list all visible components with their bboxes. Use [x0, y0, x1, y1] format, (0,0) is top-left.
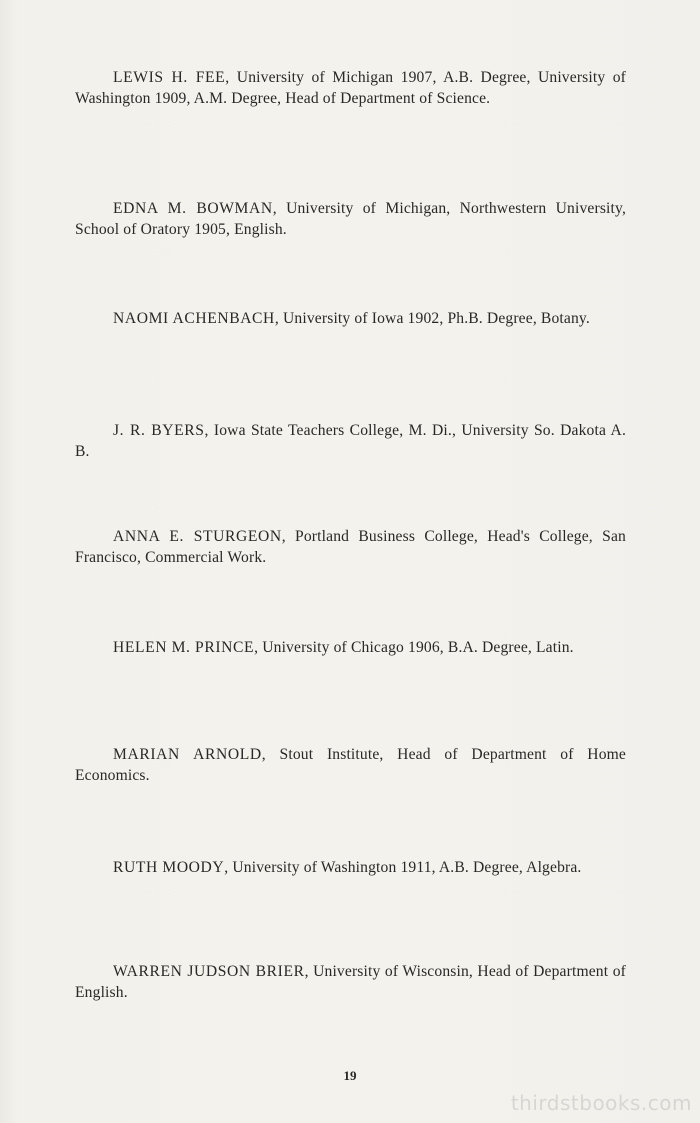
faculty-details: , University of Wisconsin, Head of Department of English.	[75, 963, 626, 1001]
faculty-details: , Portland Business College, Head's College, San Francisco, Commercial Work.	[75, 528, 626, 566]
faculty-details: , University of Washington 1911, A.B. Degree, Algebra.	[224, 859, 582, 876]
faculty-details: , Iowa State Teachers College, M. Di., University So. Dakota A. B.	[75, 422, 626, 460]
faculty-details: , University of Chicago 1906, B.A. Degree, Latin.	[254, 639, 574, 656]
faculty-name: J. R. BYERS	[113, 422, 205, 439]
faculty-entry-arnold	[75, 744, 626, 786]
faculty-name: HELEN M. PRINCE	[113, 639, 255, 656]
faculty-name: MARIAN ARNOLD	[113, 746, 262, 763]
faculty-entry-sturgeon	[75, 526, 626, 568]
faculty-entry-bowman	[75, 198, 626, 240]
faculty-entry-fee	[75, 67, 626, 109]
faculty-name: ANNA E. STURGEON	[113, 528, 282, 545]
faculty-details: , Stout Institute, Head of Department of Home Economics.	[75, 746, 627, 784]
faculty-details: , University of Iowa 1902, Ph.B. Degree, Botany.	[274, 310, 590, 327]
faculty-details: , University of Michigan, Northwestern University, School of Oratory 1905, English.	[75, 200, 627, 238]
watermark: thirdstbooks.com	[510, 1091, 692, 1115]
faculty-entry-brier	[75, 961, 626, 1003]
page-number: 19	[343, 1068, 357, 1083]
faculty-entry-moody	[75, 857, 626, 878]
faculty-details: , University of Michigan 1907, A.B. Degree, University of Washington 1909, A.M. Degree, Head of Department of Science.	[75, 69, 627, 107]
faculty-name: NAOMI ACHENBACH	[113, 310, 275, 327]
faculty-entry-prince	[75, 637, 626, 658]
faculty-entry-byers	[75, 420, 626, 462]
faculty-name: RUTH MOODY	[113, 859, 225, 876]
faculty-name: LEWIS H. FEE	[113, 69, 226, 86]
faculty-name: WARREN JUDSON BRIER	[113, 963, 305, 980]
faculty-name: EDNA M. BOWMAN	[113, 200, 273, 217]
faculty-entry-achenbach	[75, 308, 626, 329]
